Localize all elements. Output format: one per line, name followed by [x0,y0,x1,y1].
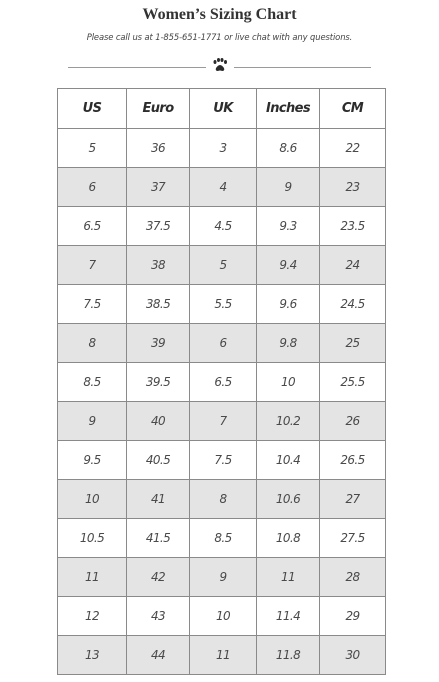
cell-inches: 11.8 [257,636,320,675]
cell-euro: 37.5 [127,207,190,246]
cell-uk: 6.5 [190,363,257,402]
cell-inches: 9.6 [257,285,320,324]
cell-uk: 3 [190,129,257,168]
cell-inches: 11.4 [257,597,320,636]
cell-cm: 28 [320,558,386,597]
table-row [58,441,386,480]
column-header-us: US [58,89,127,129]
cell-inches: 9.4 [257,246,320,285]
cell-cm: 26 [320,402,386,441]
cell-uk: 7 [190,402,257,441]
sizing-table [57,88,386,675]
table-row [58,519,386,558]
cell-inches: 10.6 [257,480,320,519]
cell-inches: 9.3 [257,207,320,246]
cell-euro: 40.5 [127,441,190,480]
cell-us: 10.5 [58,519,127,558]
table-row [58,246,386,285]
divider-left [68,67,206,68]
cell-us: 6 [58,168,127,207]
cell-uk: 7.5 [190,441,257,480]
cell-euro: 39 [127,324,190,363]
divider-right [234,67,371,68]
contact-subtitle: Please call us at 1-855-651-1771 or live chat with any questions. [86,32,353,42]
cell-cm: 23 [320,168,386,207]
cell-us: 10 [58,480,127,519]
cell-euro: 43 [127,597,190,636]
cell-euro: 39.5 [127,363,190,402]
cell-cm: 25.5 [320,363,386,402]
table-row [58,129,386,168]
column-header-cm: CM [320,89,386,129]
cell-inches: 9 [257,168,320,207]
cell-inches: 10 [257,363,320,402]
column-header-inches: Inches [257,89,320,129]
cell-inches: 11 [257,558,320,597]
cell-euro: 37 [127,168,190,207]
cell-cm: 24 [320,246,386,285]
table-row [58,207,386,246]
column-header-euro: Euro [127,89,190,129]
cell-inches: 10.2 [257,402,320,441]
table-row [58,168,386,207]
table-row [58,363,386,402]
cell-cm: 26.5 [320,441,386,480]
cell-uk: 5 [190,246,257,285]
cell-us: 9.5 [58,441,127,480]
table-row [58,597,386,636]
column-header-uk: UK [190,89,257,129]
cell-inches: 8.6 [257,129,320,168]
cell-uk: 6 [190,324,257,363]
cell-us: 6.5 [58,207,127,246]
cell-uk: 8 [190,480,257,519]
page-title: Women’s Sizing Chart [142,6,297,23]
cell-euro: 38 [127,246,190,285]
cell-cm: 27 [320,480,386,519]
cell-cm: 24.5 [320,285,386,324]
cell-euro: 40 [127,402,190,441]
table-row [58,285,386,324]
cell-us: 11 [58,558,127,597]
cell-cm: 25 [320,324,386,363]
table-row [58,324,386,363]
table-row [58,402,386,441]
table-row [58,480,386,519]
cell-us: 7 [58,246,127,285]
cell-uk: 4.5 [190,207,257,246]
cell-cm: 30 [320,636,386,675]
cell-uk: 4 [190,168,257,207]
cell-cm: 23.5 [320,207,386,246]
cell-euro: 38.5 [127,285,190,324]
cell-inches: 9.8 [257,324,320,363]
cell-uk: 11 [190,636,257,675]
cell-inches: 10.8 [257,519,320,558]
cell-uk: 10 [190,597,257,636]
cell-euro: 41.5 [127,519,190,558]
table-row [58,636,386,675]
cell-us: 8 [58,324,127,363]
cell-euro: 41 [127,480,190,519]
cell-euro: 42 [127,558,190,597]
cell-euro: 36 [127,129,190,168]
cell-uk: 8.5 [190,519,257,558]
cell-us: 13 [58,636,127,675]
header-row [58,89,386,129]
cell-cm: 29 [320,597,386,636]
cell-inches: 10.4 [257,441,320,480]
cell-uk: 9 [190,558,257,597]
cell-us: 12 [58,597,127,636]
cell-us: 5 [58,129,127,168]
cell-us: 7.5 [58,285,127,324]
cell-us: 9 [58,402,127,441]
cell-cm: 22 [320,129,386,168]
paw-print-icon [211,57,229,74]
cell-cm: 27.5 [320,519,386,558]
table-row [58,558,386,597]
cell-euro: 44 [127,636,190,675]
cell-us: 8.5 [58,363,127,402]
cell-uk: 5.5 [190,285,257,324]
